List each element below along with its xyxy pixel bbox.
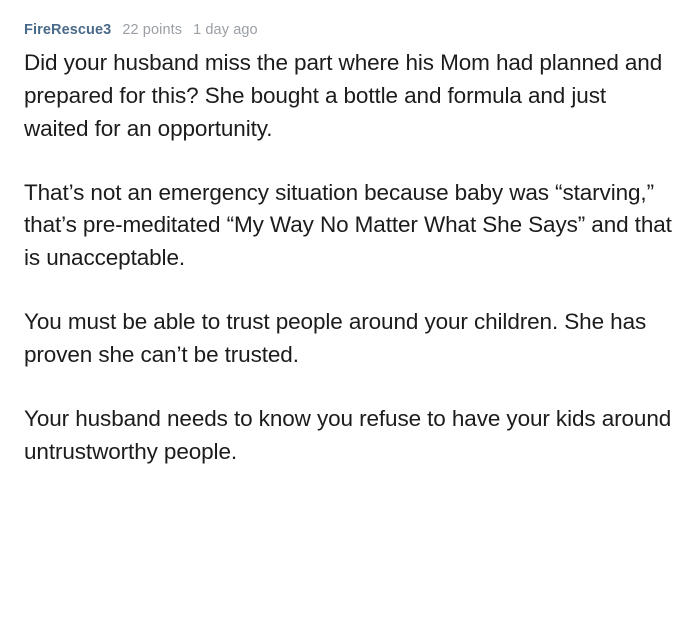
comment-body — [24, 47, 676, 468]
comment-paragraph: That’s not an emergency situation because baby was “starving,” that’s pre-meditated “My Way No Matter What She Says” and that is unacceptable. — [24, 179, 672, 271]
comment-header — [24, 22, 676, 38]
comment-author[interactable]: FireRescue3 — [24, 22, 112, 38]
comment-paragraph: Did your husband miss the part where his Mom had planned and prepared for this? She bought a bottle and formula and just waited for an opportunity. — [24, 50, 663, 141]
comment-paragraph: You must be able to trust people around your children. She has proven she can’t be trusted. — [24, 309, 647, 367]
comment-paragraph: Your husband needs to know you refuse to have your kids around untrustworthy people. — [24, 405, 672, 464]
comment-points: 22 points — [122, 22, 183, 38]
comment-timestamp: 1 day ago — [193, 22, 258, 38]
